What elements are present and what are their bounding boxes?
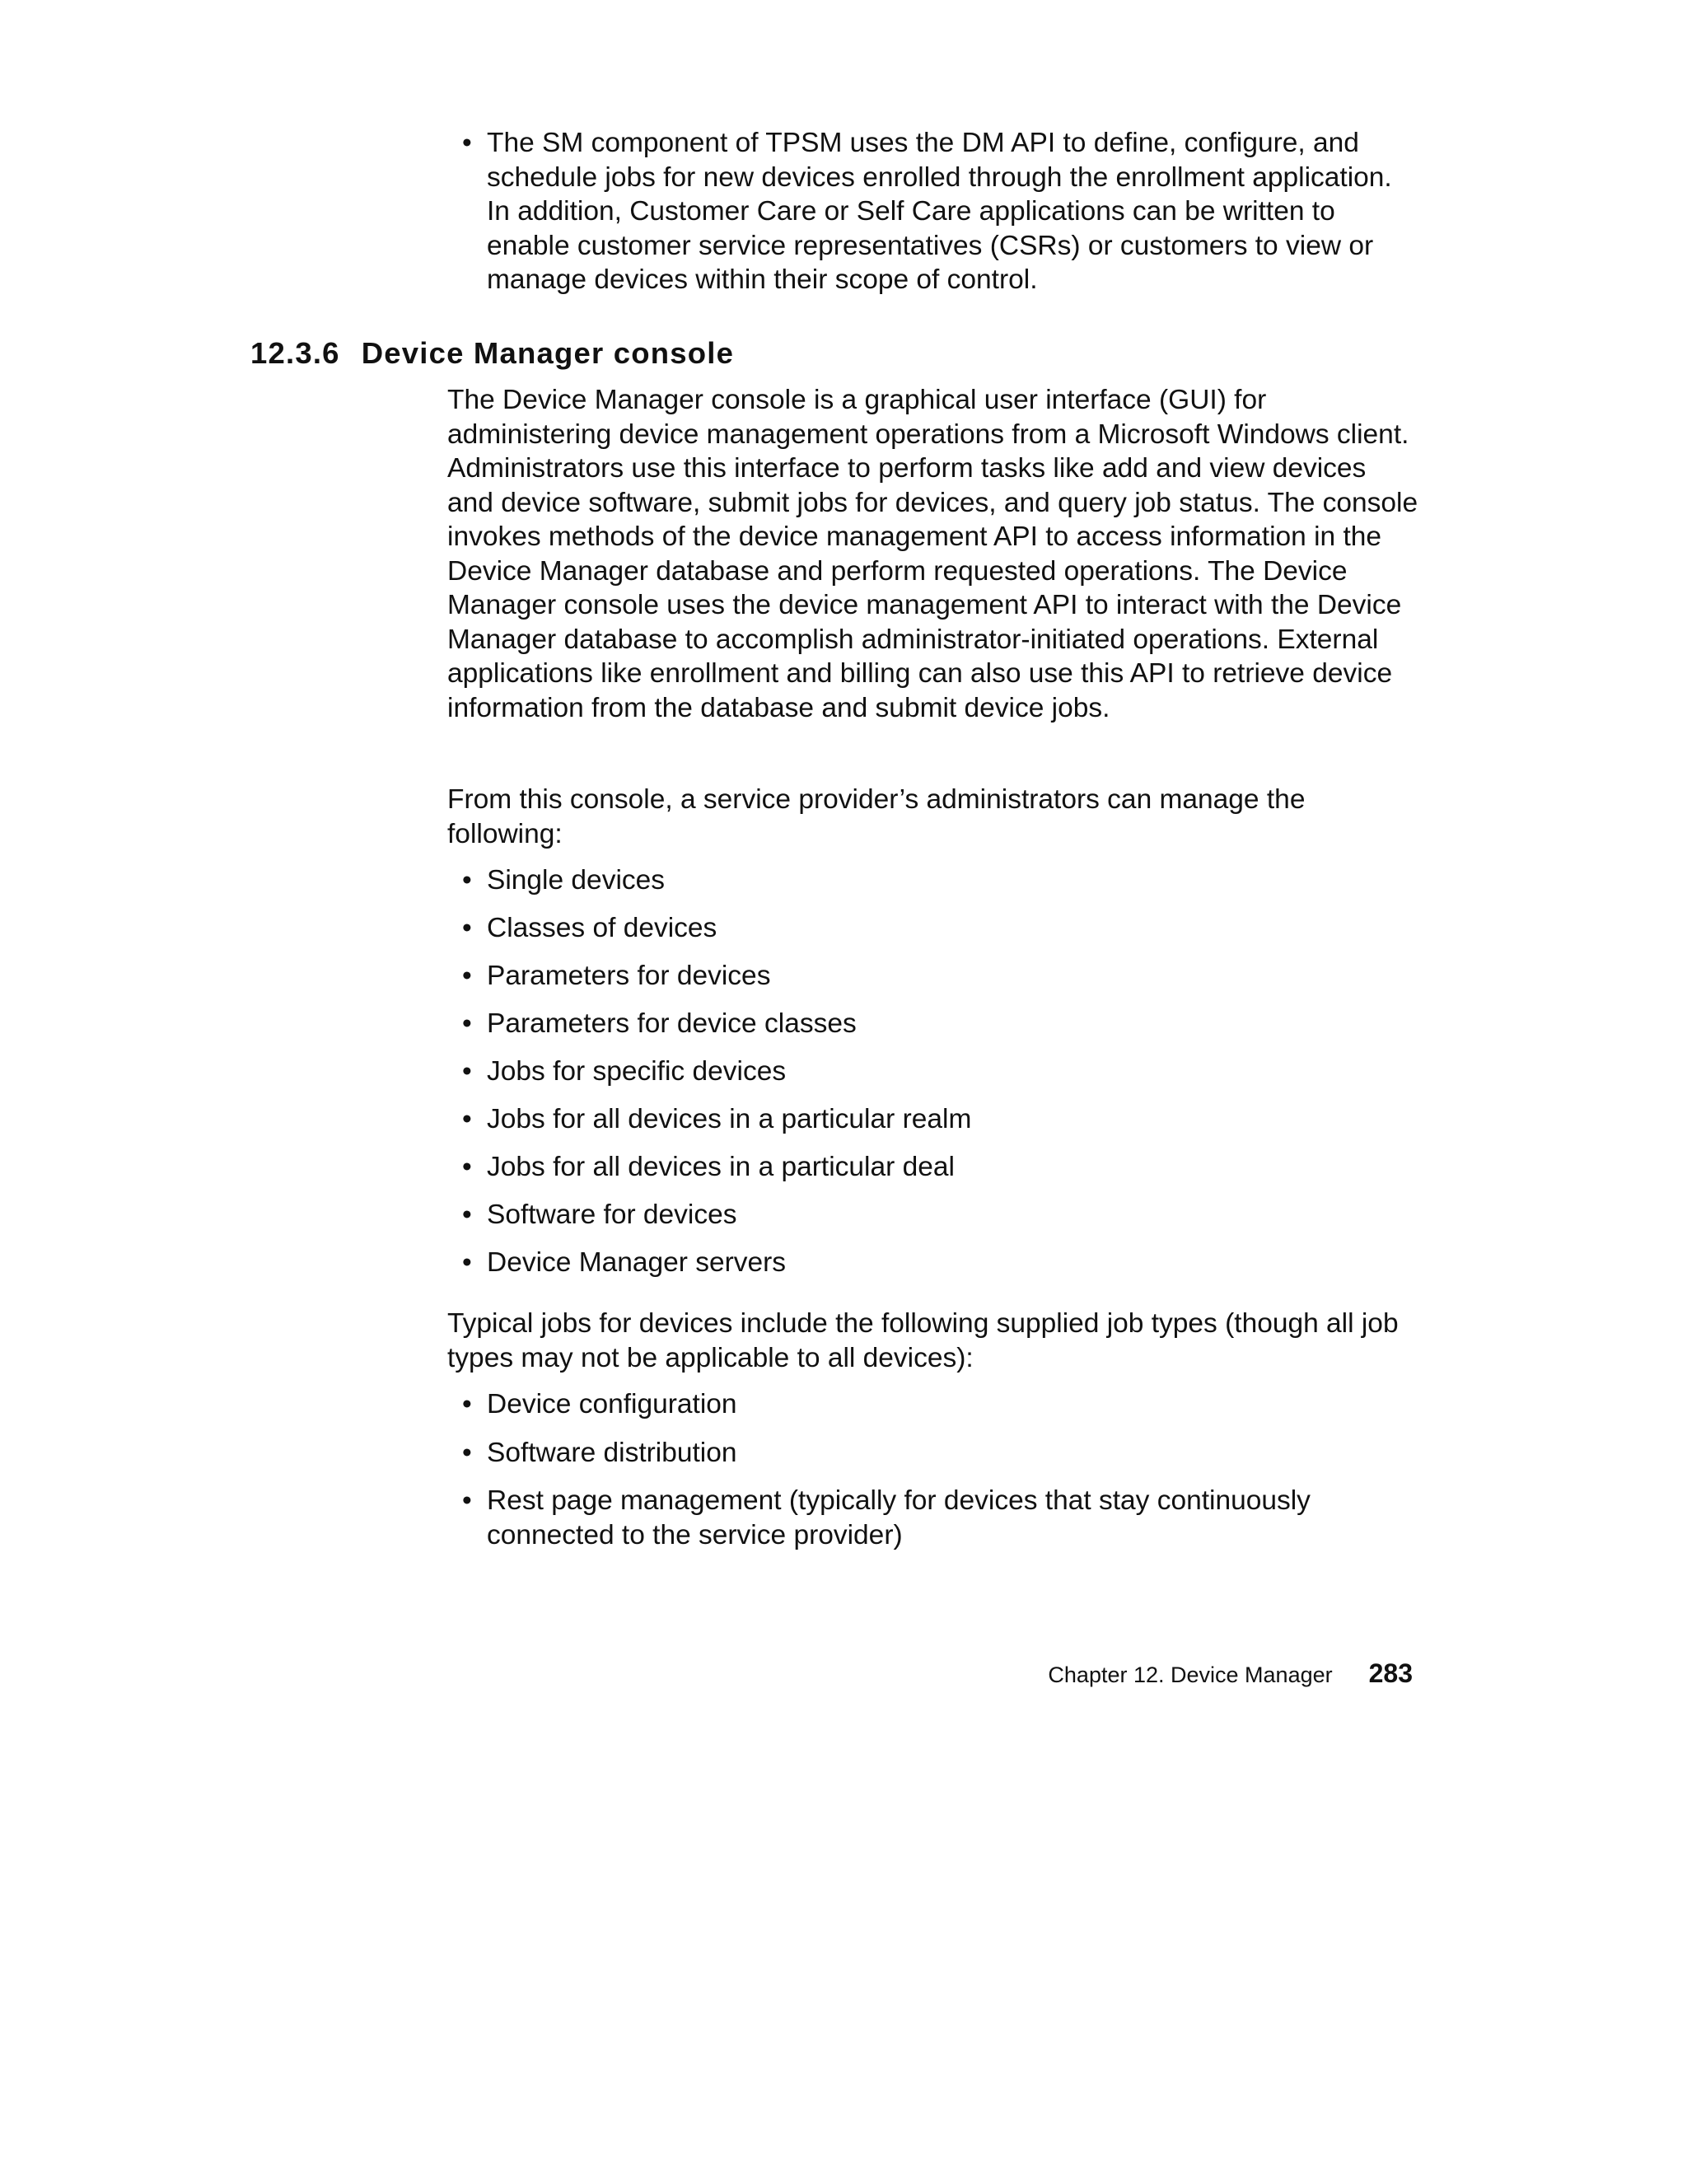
manage-bullet-list <box>447 863 1419 1293</box>
list-item: • Parameters for device classes <box>447 1007 1419 1041</box>
list-item: • Jobs for all devices in a particular deal <box>447 1150 1419 1184</box>
list-item: • Parameters for devices <box>447 959 1419 993</box>
list-item: • Jobs for specific devices <box>447 1055 1419 1088</box>
list-item: • Classes of devices <box>447 911 1419 945</box>
paragraph-console-description: The Device Manager console is a graphical user interface (GUI) for administering device management operations from a Microsoft Windows client. Administrators use this interface to perform tasks like add and view devices and device software, submit jobs for devices, and query job status. The console invokes methods of the device management API to access information in the Device Manager database and perform requested operations. The Device Manager console uses the device management API to interact with the Device Manager database to accomplish administrator-initiated operations. External applications like enrollment and billing can also use this API to retrieve device information from the database and submit device jobs. <box>447 385 1418 723</box>
paragraph-manage-intro: From this console, a service provider’s administrators can manage the following: <box>447 784 1306 849</box>
list-item: • Rest page management (typically for devices that stay continuously connected to the service provider) <box>447 1484 1419 1552</box>
list-item: • Software for devices <box>447 1198 1419 1232</box>
section-number: 12.3.6 <box>250 336 340 370</box>
list-item: • Jobs for all devices in a particular realm <box>447 1102 1419 1136</box>
job-types-bullet-list <box>447 1387 1419 1566</box>
list-item: • Device configuration <box>447 1387 1419 1422</box>
page-number: 283 <box>1368 1658 1413 1688</box>
intro-bullet-list <box>447 126 1419 297</box>
section-heading <box>250 336 734 371</box>
list-item: • Single devices <box>447 863 1419 897</box>
page-footer <box>1048 1658 1413 1689</box>
section-title: Device Manager console <box>361 336 735 370</box>
paragraph-job-types-intro: Typical jobs for devices include the following supplied job types (though all job types may not be applicable to all devices): <box>447 1308 1399 1373</box>
list-item: • Software distribution <box>447 1436 1419 1471</box>
footer-chapter-title: Chapter 12. Device Manager <box>1048 1663 1333 1687</box>
list-item: • The SM component of TPSM uses the DM API to define, configure, and schedule jobs for new devices enrolled through the enrollment application. In addition, Customer Care or Self Care applications can be written to enable customer service representatives (CSRs) or customers to view or manage devices within their scope of control. <box>447 126 1419 297</box>
list-item: • Device Manager servers <box>447 1246 1419 1279</box>
